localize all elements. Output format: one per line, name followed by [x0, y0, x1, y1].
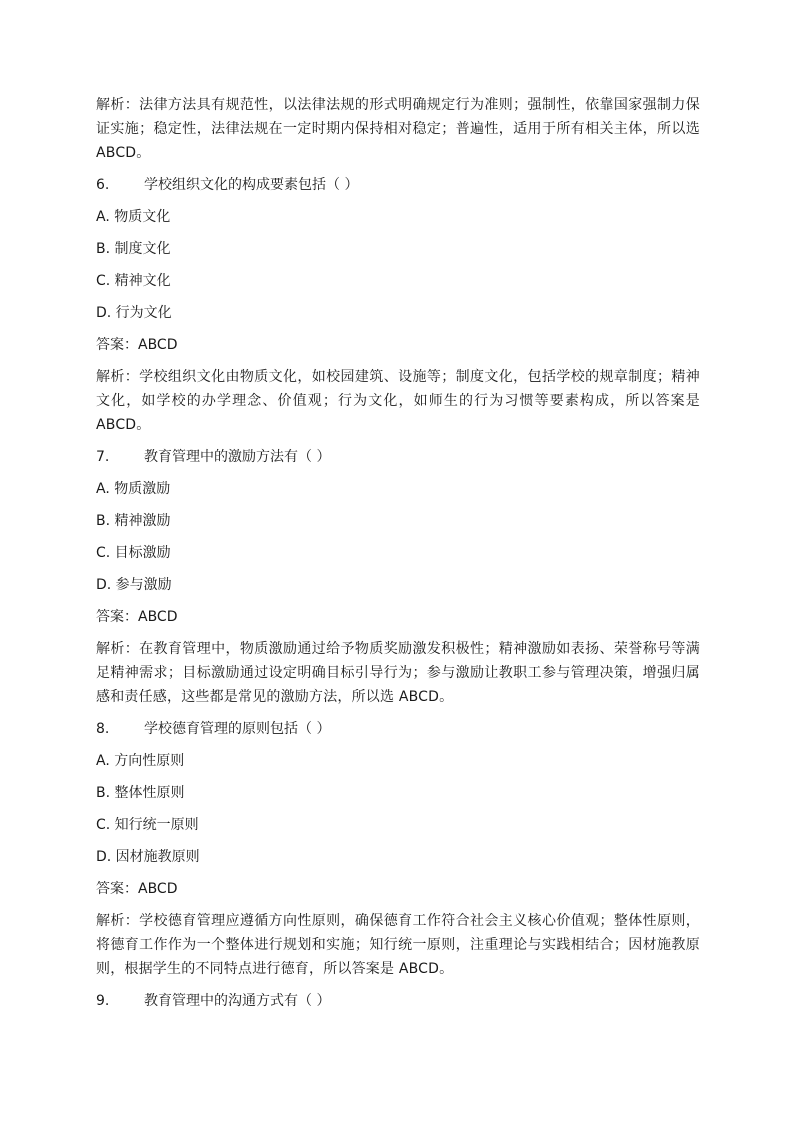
option-d: D. 因材施教原则	[96, 849, 200, 865]
explanation-text: 解析：学校组织文化由物质文化，如校园建筑、设施等；制度文化，包括学校的规章制度；精神文化，如学校的办学理念、价值观；行为文化，如师生的行为习惯等要素构成，所以答案是 ABCD。	[96, 369, 700, 433]
option-c: C. 目标激励	[96, 545, 171, 561]
question-8	[96, 717, 700, 741]
option-d: D. 参与激励	[96, 577, 172, 593]
option-a: A. 方向性原则	[96, 753, 185, 769]
option-a: A. 物质文化	[96, 209, 171, 225]
explanation-text: 解析：法律方法具有规范性，以法律法规的形式明确规定行为准则；强制性，依靠国家强制力保证实施；稳定性，法律法规在一定时期内保持相对稳定；普遍性，适用于所有相关主体，所以选 ABCD。	[96, 97, 700, 161]
option-b: B. 精神激励	[96, 513, 171, 529]
question-text: 学校组织文化的构成要素包括（ ）	[144, 177, 359, 193]
question-number: 8.	[96, 721, 110, 737]
explanation-text: 解析：学校德育管理应遵循方向性原则，确保德育工作符合社会主义核心价值观；整体性原则，将德育工作作为一个整体进行规划和实施；知行统一原则，注重理论与实践相结合；因材施教原则，根据学生的不同特点进行德育，所以答案是 ABCD。	[96, 913, 700, 977]
option-a: A. 物质激励	[96, 481, 171, 497]
option-b: B. 制度文化	[96, 241, 171, 257]
question-number: 7.	[96, 449, 110, 465]
question-number: 9.	[96, 993, 110, 1009]
question-text: 教育管理中的沟通方式有（ ）	[144, 993, 331, 1009]
option-d: D. 行为文化	[96, 305, 172, 321]
option-b: B. 整体性原则	[96, 785, 185, 801]
option-c: C. 精神文化	[96, 273, 171, 289]
question-7	[96, 445, 700, 469]
answer-text: 答案：ABCD	[96, 609, 178, 625]
document-page	[96, 93, 700, 1021]
explanation-text: 解析：在教育管理中，物质激励通过给予物质奖励激发积极性；精神激励如表扬、荣誉称号等满足精神需求；目标激励通过设定明确目标引导行为；参与激励让教职工参与管理决策，增强归属感和责任感，这些都是常见的激励方法，所以选 ABCD。	[96, 641, 700, 705]
question-text: 教育管理中的激励方法有（ ）	[144, 449, 331, 465]
question-6	[96, 173, 700, 197]
question-number: 6.	[96, 177, 110, 193]
question-text: 学校德育管理的原则包括（ ）	[144, 721, 331, 737]
question-9	[96, 989, 700, 1013]
answer-text: 答案：ABCD	[96, 337, 178, 353]
answer-text: 答案：ABCD	[96, 881, 178, 897]
option-c: C. 知行统一原则	[96, 817, 199, 833]
